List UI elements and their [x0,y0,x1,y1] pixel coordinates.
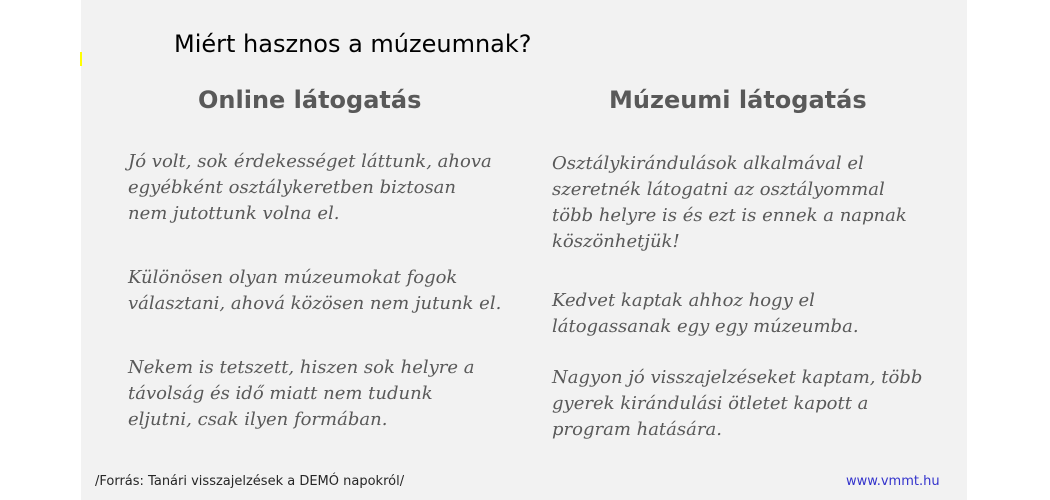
text-line: választani, ahová közösen nem jutunk el. [128,293,502,314]
text-line: távolság és idő miatt nem tudunk [128,383,433,404]
text-line: Osztálykirándulások alkalmával el [552,153,864,174]
text-line: Jó volt, sok érdekességet láttunk, ahova [128,151,492,172]
text-line: egyébként osztálykeretben biztosan [128,177,457,198]
slide-title: Miért hasznos a múzeumnak? [174,30,532,58]
text-line: program hatására. [552,419,722,440]
text-line: látogassanak egy egy múzeumba. [552,316,859,337]
website-link[interactable]: www.vmmt.hu [846,474,940,489]
text-line: Különösen olyan múzeumokat fogok [128,267,458,288]
heading-museum-visit: Múzeumi látogatás [609,86,867,114]
online-feedback-2 [128,265,501,317]
text-line: Kedvet kaptak ahhoz hogy el [552,290,815,311]
text-line: eljutni, csak ilyen formában. [128,409,388,430]
text-line: nem jutottunk volna el. [128,203,340,224]
text-line: köszönhetjük! [552,231,680,252]
text-line: több helyre is és ezt is ennek a napnak [552,205,907,226]
museum-feedback-2 [552,288,859,340]
museum-feedback-1 [552,151,907,255]
text-line: Nagyon jó visszajelzéseket kaptam, több [552,367,923,388]
heading-online-visit: Online látogatás [198,86,422,114]
text-line: gyerek kirándulási ötletet kapott a [552,393,869,414]
yellow-edge-mark [80,52,82,66]
museum-feedback-3 [552,365,922,443]
online-feedback-3 [128,355,475,433]
text-line: Nekem is tetszett, hiszen sok helyre a [128,357,475,378]
text-line: szeretnék látogatni az osztályommal [552,179,885,200]
online-feedback-1 [128,149,492,227]
source-note: /Forrás: Tanári visszajelzések a DEMÓ napokról/ [95,474,405,489]
